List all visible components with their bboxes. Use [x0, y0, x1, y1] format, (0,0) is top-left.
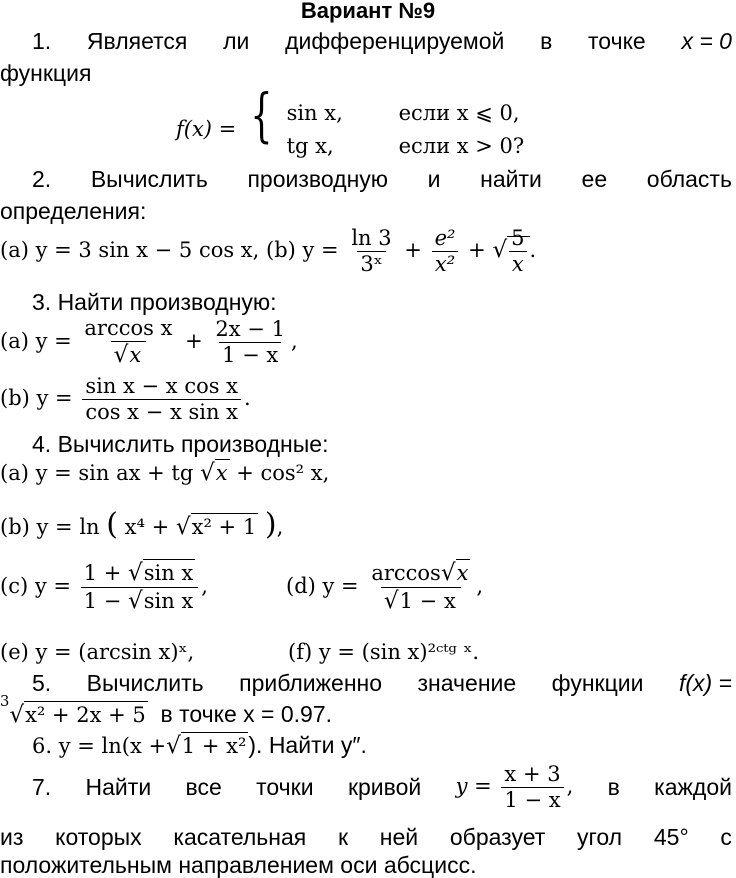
p7-formula: [456, 764, 574, 811]
problem-6: [32, 734, 367, 758]
p5-tail: в точке x = 0.97.: [160, 701, 333, 727]
plus-sign: +: [468, 238, 486, 262]
p2-word: и: [427, 166, 441, 192]
p4-frac-d: [368, 562, 473, 613]
p2-frac-3: [508, 228, 527, 275]
p4-d-num-pre: arccos: [371, 561, 441, 585]
frac-numerator: arccos x: [84, 316, 173, 340]
problem-1-line-1: [0, 30, 736, 53]
p2-word: 2.: [32, 166, 52, 192]
frac-numerator: x + 3: [504, 762, 561, 786]
p7-word: точки: [256, 774, 314, 800]
p1-word: Является: [86, 28, 188, 54]
radical-sign-icon: √: [127, 588, 143, 615]
p5-math: f(x) =: [678, 670, 732, 696]
p7-word: которых: [55, 824, 142, 850]
comma: ,: [290, 329, 298, 354]
frac-numerator: ln 3: [351, 226, 392, 250]
frac-numerator: [368, 562, 473, 587]
problem-3-formula-b: [0, 376, 251, 423]
problem-7-line-3: положительным направлением оси абсцисс.: [0, 852, 477, 878]
p1-case-1: [286, 100, 525, 125]
p3-frac-2: [212, 319, 288, 366]
p4-d-den-sqrt: 1 − x: [399, 589, 456, 614]
comma: ,: [476, 574, 484, 599]
frac-denominator: 3ˣ: [357, 251, 385, 275]
p7-lhs: y =: [455, 774, 492, 798]
problem-4-formula-e: (e) y = (arcsin x)ˣ,: [0, 640, 195, 664]
p2-frac-2: [432, 228, 459, 275]
p1-word: 1.: [32, 28, 52, 54]
problem-7-line-1: [0, 764, 736, 811]
frac-denominator: [111, 341, 147, 367]
p5-word: значение: [417, 670, 517, 696]
p3-sqrt-x: x: [129, 343, 142, 367]
p7-word: ней: [379, 824, 419, 850]
p7-word: кривой: [347, 774, 422, 800]
p7-word: с: [720, 824, 732, 850]
comma: ,: [201, 574, 208, 599]
p4-c-den-pre: 1 −: [83, 589, 122, 614]
problem-3-heading: 3. Найти производную:: [32, 289, 277, 315]
p4-b-pre: (b) y = ln: [0, 515, 100, 539]
frac-denominator: [81, 587, 199, 613]
root-index: 3: [0, 693, 10, 710]
problem-4-formula-d: [286, 562, 483, 613]
p1-word: точке: [588, 28, 646, 54]
problem-1-piecewise: [176, 81, 525, 158]
p1-word: дифференцируемой: [285, 28, 505, 54]
problem-1-line-2: функция: [0, 60, 92, 86]
p4-c-num-sqrt: sin x: [143, 561, 194, 585]
p1-case2-expr: tg x,: [286, 133, 334, 158]
p2-word: производную: [247, 166, 389, 192]
radical-sign-icon: √: [492, 237, 508, 263]
p4-b-mid: x⁴ +: [124, 515, 170, 539]
problem-2-line-1: [0, 168, 736, 191]
p4-c-num-pre: 1 +: [83, 561, 122, 585]
p4-d-lhs: (d) y =: [286, 574, 359, 599]
p2-sqrt: [507, 226, 529, 276]
period: .: [529, 238, 537, 262]
radical-sign-icon: √: [440, 560, 456, 586]
p6-post: ). Найти y″.: [248, 732, 367, 758]
p7-word: все: [185, 774, 222, 800]
frac-denominator: 1 − x: [501, 787, 563, 811]
p2-word: область: [646, 166, 732, 192]
p2-frac-1: [348, 228, 394, 275]
problem-4-formula-a: [0, 462, 329, 485]
problem-4-formula-b: [0, 507, 284, 542]
p7-word: 7.: [32, 774, 52, 800]
frac-denominator: cos x − x sin x: [82, 399, 241, 423]
problem-2-line-2: определения:: [0, 198, 147, 224]
radical-sign-icon: √: [199, 460, 215, 486]
p4-c-den-sqrt: sin x: [143, 589, 194, 614]
p1-f-lhs: f(x) =: [176, 117, 237, 141]
p7-word: касательная: [173, 824, 307, 850]
p3-frac-1: [81, 318, 175, 367]
plus-sign: +: [404, 238, 422, 262]
p4-b-sqrt: x² + 1: [191, 515, 257, 539]
problem-4-formula-f: (f) y = (sin x)²ᶜᵗᵍ ˣ.: [288, 640, 480, 664]
p4-c-lhs: (c) y =: [0, 574, 71, 599]
frac-numerator: sin x − x cos x: [85, 374, 239, 398]
problem-5-line-1: [0, 672, 736, 695]
p1-word: ли: [223, 28, 250, 54]
comma: ,: [566, 774, 574, 798]
p5-word: функции: [551, 670, 644, 696]
p1-word: в: [540, 28, 553, 54]
problem-7-line-2: [0, 826, 736, 849]
radical-sign-icon: √: [113, 342, 129, 368]
radical-sign-icon: √: [383, 588, 399, 615]
radical-sign-icon: √: [127, 560, 143, 586]
p6-sqrt: 1 + x²: [181, 734, 247, 758]
p4-frac-c: [81, 562, 199, 613]
p3-a-lhs: (a) y =: [0, 329, 72, 354]
p1-math-x0: x = 0: [681, 28, 732, 54]
radical-sign-icon: √: [166, 733, 181, 759]
frac-denominator: x²: [432, 251, 458, 275]
p7-word: из: [0, 824, 24, 850]
p5-word: приближенно: [239, 670, 383, 696]
problem-3-formula-a: [0, 318, 298, 367]
problem-4-formula-c: [0, 562, 208, 613]
frac-denominator: x: [509, 251, 527, 275]
p7-frac: [501, 764, 563, 811]
p1-case-2: [286, 133, 525, 158]
p1-case2-cond: если x > 0?: [398, 133, 525, 158]
p4-a-sqrt: x: [215, 461, 228, 485]
right-paren-icon: ): [264, 507, 277, 542]
p7-word: 45°: [653, 824, 689, 850]
variant-title: Вариант №9: [300, 0, 436, 23]
p5-radicand: x² + 2x + 5: [25, 703, 146, 727]
frac-numerator: e²: [434, 226, 456, 250]
p1-cases: [286, 100, 525, 158]
p7-word: к: [337, 824, 349, 850]
problem-4-heading: 4. Вычислить производные:: [32, 431, 329, 457]
p3-b-lhs: (b) y =: [0, 386, 73, 410]
p2-word: ее: [581, 166, 608, 192]
problem-5-line-2: [0, 693, 333, 728]
left-brace-icon: {: [250, 81, 273, 149]
p7-word: в: [607, 774, 620, 800]
left-paren-icon: (: [106, 507, 118, 542]
radical-sign-icon: √: [9, 702, 25, 728]
p4-a-post: + cos² x,: [236, 461, 330, 485]
frac-denominator: 1 − x: [219, 342, 281, 366]
plus-sign: +: [185, 329, 203, 354]
p2-word: Вычислить: [90, 166, 208, 192]
p4-d-num-sqrt: x: [456, 561, 469, 585]
frac-numerator: 5: [511, 226, 525, 250]
p4-a-pre: (a) y = sin ax + tg: [0, 461, 194, 485]
frac-denominator: [381, 587, 461, 613]
p7-word: каждой: [654, 774, 732, 800]
frac-numerator: [81, 562, 199, 587]
p7-word: Найти: [85, 774, 152, 800]
p5-word: 5.: [32, 670, 52, 696]
frac-numerator: 2x − 1: [215, 317, 285, 342]
p2-formula-a: (a) y = 3 sin x − 5 cos x, (b) y =: [0, 238, 339, 262]
p5-word: Вычислить: [86, 670, 204, 696]
p1-case1-cond: если x ⩽ 0,: [398, 100, 520, 125]
p1-case1-expr: sin x,: [286, 100, 343, 125]
period: .: [244, 386, 251, 410]
p3-frac-3: [82, 376, 241, 423]
p7-word: угол: [577, 824, 623, 850]
comma: ,: [276, 515, 284, 539]
p2-word: найти: [480, 166, 542, 192]
p6-pre: 6. y = ln(x +: [32, 734, 167, 758]
p7-word: образует: [449, 824, 546, 850]
radical-sign-icon: √: [175, 514, 191, 540]
problem-2-formulas: [0, 228, 536, 275]
